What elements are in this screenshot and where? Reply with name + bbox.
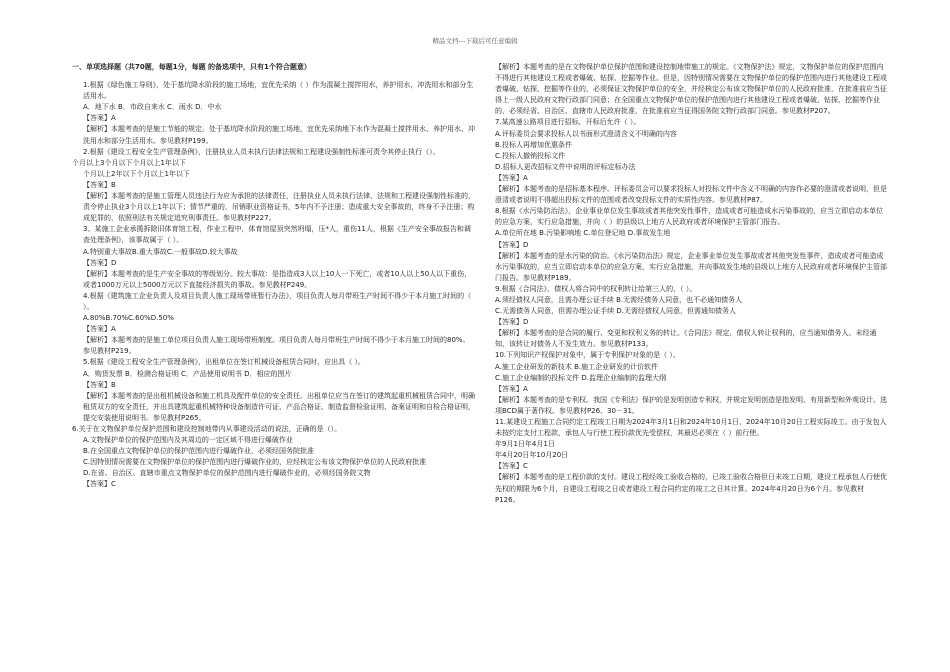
right-paragraph: 7.某高速公路项目进行招标，开标后允许（ ）。: [495, 118, 641, 127]
right-paragraph: 【答案】C: [495, 462, 528, 471]
right-paragraph: 【解析】本题考查的是在文物保护单位保护范围和建设控制地带施工的规定。《文物保护法》规定，文物保护单位的保护范围内不得进行其他建设工程或者爆破、钻探、挖掘等作业。但是，因特别情况需要在文物保护单位的保护范围内进行其他建设工程或者爆破、钻探、挖掘等作业的，必须保证文物保护单位的安全，并经核定公布该文物保护单位的人民政府批准，在批准前应当征得上一级人民政府文物行政部门同意；在全国重点文物保护单位的保护范围内进行其他建设工程或者爆破、钻探、挖掘等作业的，必须经省、自治区、直辖市人民政府批准，在批准前应当征得国务院文物行政部门同意。参见教材P207。: [495, 63, 887, 116]
right-paragraph: 【解析】本题考查的是合同的履行、变更和权利义务的转让。《合同法》规定，债权人转让权利的，应当通知债务人。未经通知，该转让对债务人不发生效力。参见教材P133。: [495, 329, 877, 349]
left-paragraph: A.80%B.70%C.60%D.50%: [83, 314, 174, 323]
right-paragraph: 【解析】本题考查的是水污染的防治。《水污染防治法》规定，企业事业单位发生事故或者其他突发性事件，造成或者可能造成水污染事故的，应当立即启动本单位的应急方案，实行应急措施，并向事故发生地的县级以上地方人民政府或者环境保护主管部门报告。参见教材P189。: [495, 251, 887, 282]
left-paragraph: B.在全国重点文物保护单位的保护范围内进行爆破作业，必须经国务院批准: [83, 447, 315, 456]
left-paragraph: 【解析】本题考查的是施工管理人员违法行为应为承担的法律责任，注册执业人员未执行法律、法规和工程建设强制性标准的，责令停止执业3个月以上1年以下；情节严重的，吊销职业资格证书，5年内不予注册；造成重大安全事故的，终身不予注册；构成犯罪的，依照刑法有关规定追究刑事责任。参见教材P227。: [83, 192, 475, 223]
right-paragraph: 【解析】本题考查的是专利权。我国《专利法》保护的是发明创造专利权，并规定发明创造是指发明、有用新型和外观设计。选项BCD属于著作权。参见教材P26、30－31。: [495, 395, 887, 415]
left-paragraph: A.特别重大事故B.重大事故C.一般事故D.较大事故: [83, 247, 238, 256]
left-paragraph: 【答案】C: [83, 480, 116, 489]
right-paragraph: A.施工企业研发的新技术 B.施工企业研发的计价软件: [495, 362, 659, 371]
right-paragraph: 【答案】D: [495, 318, 529, 327]
right-paragraph: C.施工企业编制的投标文件 D.监理企业编制的监理大纲: [495, 373, 666, 382]
left-paragraph: 个月以上3个月以下个月以上1年以下: [72, 158, 186, 167]
right-paragraph: 11.某建设工程施工合同约定工程竣工日期为2024年3月1日和2024年10月1日，2024年10月20日工程实际竣工。由于发包人未按约定支付工程款，承包人与行使工程价款优先受偿权，其最迟必须在（ ）前行使。: [495, 418, 887, 438]
left-paragraph: A．购货发票 B．检测合格证明 C．产品使用说明书 D．相应的图片: [83, 369, 292, 378]
section-title: 一、单项选择题（共70题，每题1分，每题 的备选项中，只有1个符合题意）: [72, 63, 311, 71]
left-paragraph: 6.关于在文物保护单位保护范围和建设控制地带内从事建设活动的说法，正确的是（）。: [72, 425, 342, 433]
right-paragraph: 年4月20日年10月20日: [495, 451, 569, 460]
left-paragraph: 【解析】本题考查的是施工单位项目负责人施工现场带班制度。项目负责人每月带班生产时间不得少于本月施工时间的80%。参见教材P219。: [83, 336, 470, 356]
left-paragraph: 【答案】A: [83, 114, 116, 123]
left-paragraph: A.文物保护单位的保护范围内及其周边的一定区域不得进行爆破作业: [83, 436, 293, 445]
right-paragraph: B.投标人再增加优惠条件: [495, 140, 573, 149]
right-paragraph: C.无需债务人同意，但需办理公证手续 D.无需经债权人同意，但需通知债务人: [495, 307, 736, 316]
right-paragraph: A.须经债权人同意，且需办理公证手续 B.无需经债务人同意，也不必通知债务人: [495, 295, 743, 304]
right-column: [484, 62, 887, 506]
left-column: [72, 62, 475, 491]
left-paragraph: 1.根据《绿色施工导则》，处于基坑降水阶段的施工场地，宜优先采纳（ ）作为混凝土搅拌用水，养护用水，冲洗用水和部分生活用水。: [83, 81, 474, 101]
left-paragraph: 个月以上2年以下个月以上1年以下: [83, 169, 190, 178]
left-paragraph: 【解析】本题考查的是施工节能的规定。处于基坑降水阶段的施工场地，宜优先采纳地下水作为混凝土搅拌用水、养护用水、冲洗用水和部分生活用水。参见教材P199。: [83, 125, 475, 145]
left-paragraph: C.因特别情况需要在文物保护单位的保护范围内进行爆破作业的，应经核定公布该文物保护单位的人民政府批准: [83, 458, 427, 467]
right-paragraph: C.投标人撤销投标文件: [495, 151, 566, 160]
right-paragraph: 9.根据《合同法》，债权人将合同中的权利转让给第三人的，（ ）。: [495, 284, 697, 293]
right-paragraph: A.评标委员会要求投标人以书面形式澄清含义不明确的内容: [495, 129, 677, 138]
left-paragraph: 【解析】本题考查的是生产安全事故的等级划分。较大事故：是指造成3人以上10人一下死亡，或者10人以上50人以下重伤，或者1000万元以上5000万元以下直接经济损失的事故。参见教材P249。: [83, 269, 472, 289]
page-header: 精品文档---下载后可任意编辑: [432, 37, 518, 45]
right-paragraph: 8.根据《水污染防治法》，企业事业单位发生事故或者其他突发性事件，造成或者可能造成水污染事故的，应当立即启动本单位的应急方案，实行应急措施，并向（ ）的县级以上地方人民政府或者环境保护主管部门报告。: [495, 207, 884, 227]
right-paragraph: 【答案】A: [495, 173, 528, 182]
left-paragraph: 【解析】本题考查的是出租机械设备和施工机具及配件单位的安全责任。出租单位应当在签订的建筑起重机械租赁合同中，明确租赁双方的安全责任，并出具建筑起重机械特种设备制造许可证、产品合格证、制造监督检验证明、备案证明和自检合格证明，提交安装使用说明书。参见教材P265。: [83, 391, 475, 422]
right-paragraph: A.单位所在地 B.污染影响地 C.单位登记地 D.事故发生地: [495, 229, 671, 238]
left-paragraph: 【答案】D: [83, 258, 117, 267]
left-paragraph: 【答案】B: [83, 380, 116, 389]
left-paragraph: 【答案】B: [83, 180, 116, 189]
right-paragraph: 【解析】本题考查的是工程价款的支付。建设工程经竣工验收合格的，已竣工验收合格但日未竣工日期，建设工程承包人行使优先权的期限为6个月，自建设工程竣之日或者建设工程合同约定的竣工之日其计算。2024年4月20日为6个月。参见教材P126。: [495, 473, 887, 504]
left-paragraph: 4.根据《建筑施工企业负责人及项目负责人施工现场带班暂行办法》，项目负责人每月带班生产时间不得少于本月施工时间的（ ）。: [83, 291, 472, 311]
right-paragraph: 年9月1日年4月1日: [495, 440, 555, 449]
left-paragraph: D.在省、自治区、直辖市重点文物保护单位的保护范围内进行爆破作业的，必须经国务院文物: [83, 469, 371, 478]
left-paragraph: 5.根据《建设工程安全生产管理条例》，出租单位在签订机械设备租赁合同时，应出具（ ）。: [83, 358, 365, 367]
right-paragraph: 【答案】D: [495, 240, 529, 249]
left-paragraph: 【答案】A: [83, 325, 116, 334]
left-paragraph: 3、某施工企业承揽拆除旧体育馆工程，作业工程中，体育馆屋顶突然坍塌，压*人，重伤11人，根据《生产安全事故报告和调查处理条例》，该事故属于（ ）。: [83, 225, 471, 245]
right-paragraph: 【答案】A: [495, 384, 528, 393]
left-paragraph: A．地下水 B．市政自来水 C．雨水 D．中水: [83, 103, 222, 112]
left-paragraph: 2.根据《建设工程安全生产管理条例》，注册执业人员未执行法律法规和工程建设强制性标准可责令其停止执行（）。: [83, 147, 440, 156]
right-paragraph: 【解析】本题考查的是招标基本程序。评标委员会可以要求投标人对投标文件中含义不明确的内容作必要的澄清或者说明，但是澄清或者说明不得超出投标文件的范围或者改变投标文件的实质性内容。参见教材P87。: [495, 185, 887, 205]
right-paragraph: 10.下列知识产权保护对象中，属于专利保护对象的是（ ）。: [495, 351, 680, 360]
right-paragraph: D.招标人更改招标文件中说明的评标定标办法: [495, 162, 636, 171]
